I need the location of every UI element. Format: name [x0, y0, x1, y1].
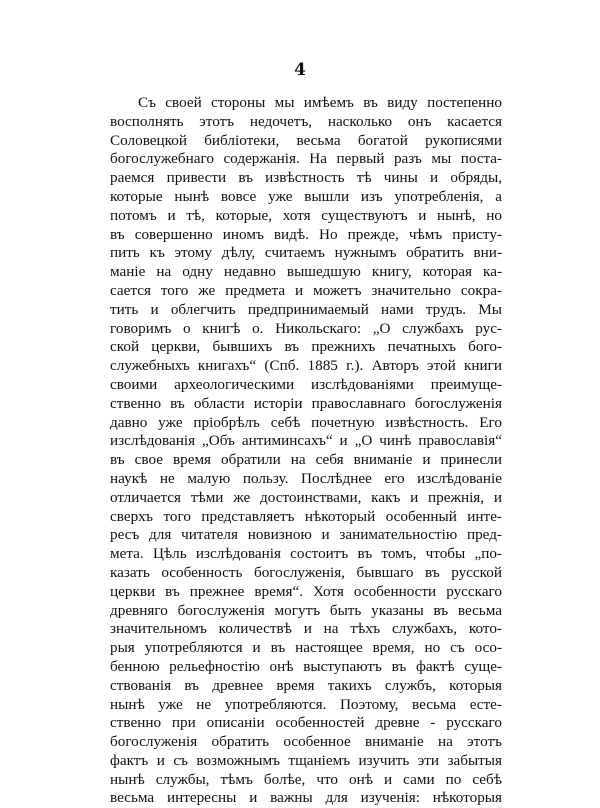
text-line: бенною рельефностiю онѣ выступаютъ въ фактѣ суще- — [110, 657, 502, 675]
text-line: служебныхъ книгахъ“ (Спб. 1885 г.). Авторъ этой книги — [110, 357, 502, 375]
text-line: нынѣ уже не употребляются. Поэтому, весьма есте- — [110, 695, 502, 713]
text-line: наукѣ не малую пользу. Послѣднее его изслѣдованiе — [110, 469, 502, 487]
text-line: тить и облегчить предпринимаемый нами трудъ. Мы — [110, 300, 502, 318]
text-line: ствованiя въ древнее время такихъ службъ, которыя — [110, 676, 502, 694]
text-line: богослуженiя обратить особенное вниманiе на этотъ — [110, 733, 502, 751]
text-line: изслѣдованiя „Объ антиминсахъ“ и „О чинѣ православiя“ — [110, 432, 502, 450]
text-line: мета. Цѣль изслѣдованiя состоитъ въ томъ, чтобы „по- — [110, 545, 502, 563]
text-line: которые нынѣ вовсе уже вышли изъ употребленiя, а — [110, 187, 502, 205]
body-paragraph — [110, 94, 502, 808]
text-line: древняго богослуженiя могутъ быть указаны въ весьма — [110, 601, 502, 619]
text-line: манiе на одну недавно вышедшую книгу, которая ка- — [110, 263, 502, 281]
text-line: сверхъ того представляетъ нѣкоторый особенный инте- — [110, 507, 502, 525]
text-line: Съ своей стороны мы имѣемъ въ виду постепенно — [138, 94, 502, 111]
text-line: въ свое время обратили на себя вниманiе и принесли — [110, 451, 502, 469]
text-line: ственно при описанiи особенностей древне - русскаго — [110, 714, 502, 732]
text-line: раемся привести въ извѣстность тѣ чины и обряды, — [110, 169, 502, 187]
page-number: 4 — [294, 60, 306, 80]
text-line: пить къ этому дѣлу, считаемъ нужнымъ обратить вни- — [110, 244, 502, 262]
text-line: значительномъ количествѣ и на тѣхъ службахъ, кото- — [110, 620, 502, 638]
text-line: восполнять этотъ недочетъ, насколько онъ касается — [110, 112, 502, 130]
text-line: давно уже прiобрѣлъ себѣ почетную извѣстность. Его — [110, 413, 502, 431]
text-line: ственно въ области исторiи православнаго богослуженiя — [110, 394, 502, 412]
text-line: ресъ для читателя новизною и занимательностiю пред- — [110, 526, 502, 544]
text-line: казать особенность богослуженiя, бывшаго въ русской — [110, 563, 502, 581]
text-line: ской церкви, бывшихъ въ прежнихъ печатныхъ бого- — [110, 338, 502, 356]
text-line: потомъ и тѣ, которые, хотя существуютъ и нынѣ, но — [110, 206, 502, 224]
text-line: богослужебнаго содержанiя. На первый разъ мы постa- — [110, 150, 502, 168]
text-line: церкви въ прежнее время“. Хотя особенности русскаго — [110, 582, 502, 600]
text-line: рыя употребляются и въ настоящее время, но съ осо- — [110, 639, 502, 657]
text-line: фактъ и съ возможнымъ тщанiемъ изучить эти забытыя — [110, 751, 502, 769]
text-line: нынѣ службы, тѣмъ болѣе, что онѣ и сами по себѣ — [110, 770, 502, 788]
text-line: говоримъ о книгѣ о. Никольскаго: „О службахъ рус- — [110, 319, 502, 337]
text-line: Соловецкой библiотеки, весьма богатой рукописями — [110, 131, 502, 149]
text-line: въ совершенно иномъ видѣ. Но прежде, чѣмъ присту- — [110, 225, 502, 243]
text-line: своими археологическими изслѣдованiями преимуще- — [110, 375, 502, 393]
text-line: отличается тѣми же достоинствами, какъ и прежнiя, и — [110, 488, 502, 506]
text-line: весьма интересны и важны для изученiя: нѣкоторыя — [110, 789, 502, 807]
text-line: сается того же предмета и можетъ значительно сокра- — [110, 281, 502, 299]
